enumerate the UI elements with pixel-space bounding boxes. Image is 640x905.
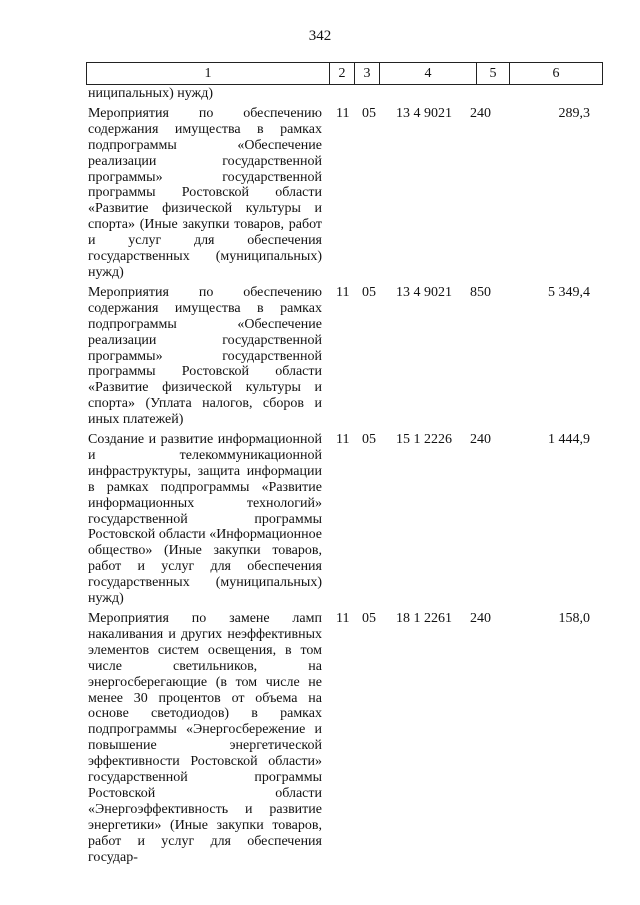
column-header-4: 4 [380,63,477,85]
table-row-continuation [88,86,600,102]
row-description: Мероприятия по обеспечению содержания имущества в рамках подпрограммы «Обеспечение реализации государственной программы» государственной программы Ростовской области «Развитие физической культуры и спорта» (Уплата налогов, сборов и иных платежей) [88,284,322,428]
row-expense-type-code: 850 [470,284,491,300]
column-header-3: 3 [355,63,380,85]
row-description: ниципальных) нужд) [88,86,213,101]
row-section-code: 11 [336,611,350,626]
row-description: Мероприятия по замене ламп накаливания и других неэффективных элементов систем освещения, в том числе светильников, на энергосберегающие (в том числе не менее 30 процентов от объема на основе светодиодов) в рамках подпрограммы «Энергосбережение и повышение энергетической эффективности Ростовской области» государственной программы Ростовской области «Энергоэффективность и развитие энергетики» (Иные закупки товаров, работ и услуг для обеспечения государ- [88,611,322,865]
row-expense-type-code: 240 [470,611,491,626]
row-subsection-code: 05 [362,284,376,300]
column-header-1: 1 [87,63,330,85]
column-header-table [86,62,603,85]
row-target-article-code: 13 4 9021 [396,105,452,121]
row-amount: 289,3 [558,105,590,121]
row-amount: 5 349,4 [548,284,590,300]
column-header-row [87,63,603,85]
row-subsection-code: 05 [362,611,376,626]
table-row [88,611,600,866]
row-description: Мероприятия по обеспечению содержания имущества в рамках подпрограммы «Обеспечение реализации государственной программы» государственной программы Ростовской области «Развитие физической культуры и спорта» (Иные закупки товаров, работ и услуг для обеспечения государственных (муниципальных) нужд) [88,105,322,280]
table-row [88,106,600,281]
table-row [88,432,600,607]
column-header-2: 2 [330,63,355,85]
row-section-code: 11 [336,284,350,300]
column-header-5: 5 [477,63,510,85]
row-subsection-code: 05 [362,105,376,121]
row-section-code: 11 [336,105,350,121]
row-amount: 158,0 [558,611,590,626]
row-subsection-code: 05 [362,432,376,448]
column-header-6: 6 [510,63,603,85]
row-description: Создание и развитие информационной и телекоммуникационной инфраструктуры, защита информации в рамках подпрограммы «Развитие информационных технологий» государственной программы Ростовской области «Информационное общество» (Иные закупки товаров, работ и услуг для обеспечения государственных (муниципальных) нужд) [88,432,322,607]
row-expense-type-code: 240 [470,105,491,121]
row-target-article-code: 13 4 9021 [396,284,452,300]
row-expense-type-code: 240 [470,432,491,448]
row-target-article-code: 18 1 2261 [396,611,452,626]
row-target-article-code: 15 1 2226 [396,432,452,448]
row-section-code: 11 [336,432,350,448]
table-body [88,86,600,866]
page-number: 342 [308,28,332,44]
table-row [88,285,600,428]
row-amount: 1 444,9 [548,432,590,448]
